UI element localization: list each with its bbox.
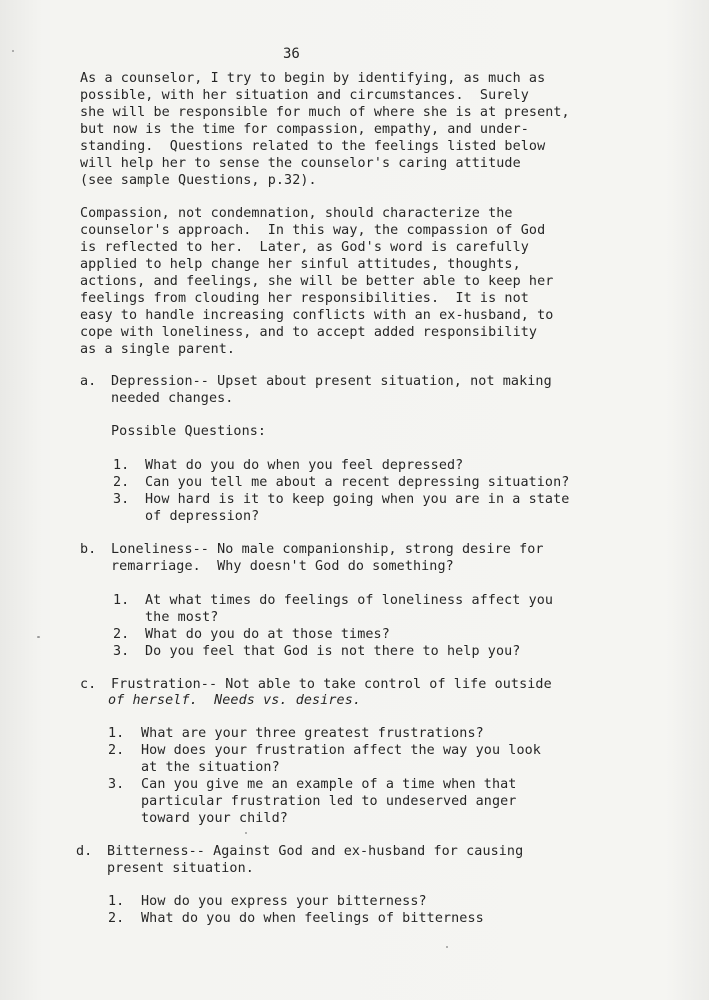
question-text: Can you give me an example of a time when that bbox=[141, 777, 517, 792]
paragraph-line: cope with loneliness, and to accept added responsibility bbox=[80, 325, 538, 340]
section-letter: a. bbox=[80, 374, 97, 389]
paragraph-line: counselor's approach. In this way, the compassion of God bbox=[80, 223, 546, 238]
question-text: What do you do when you feel depressed? bbox=[145, 458, 464, 473]
question-text: What do you do when feelings of bitterness bbox=[141, 911, 484, 926]
question-number: 2. bbox=[113, 627, 130, 642]
question-text: of depression? bbox=[145, 509, 260, 524]
question-text: particular frustration led to undeserved anger bbox=[141, 794, 517, 809]
section-heading: remarriage. Why doesn't God do something? bbox=[111, 559, 454, 574]
paragraph-line: feelings from clouding her responsibilities. It is not bbox=[80, 291, 529, 306]
question-text: How do you express your bitterness? bbox=[141, 894, 427, 909]
paragraph-line: she will be responsible for much of where she is at present, bbox=[80, 105, 570, 120]
question-text: What are your three greatest frustrations? bbox=[141, 726, 484, 741]
question-number: 2. bbox=[108, 743, 125, 758]
question-text: How does your frustration affect the way you look bbox=[141, 743, 541, 758]
question-text: How hard is it to keep going when you are in a state bbox=[145, 492, 570, 507]
paragraph-line: standing. Questions related to the feelings listed below bbox=[80, 139, 546, 154]
question-text: toward your child? bbox=[141, 811, 288, 826]
question-text: What do you do at those times? bbox=[145, 627, 390, 642]
question-text: the most? bbox=[145, 610, 219, 625]
question-text: At what times do feelings of loneliness affect you bbox=[145, 593, 554, 608]
paragraph-line: (see sample Questions, p.32). bbox=[80, 173, 317, 188]
scan-speck bbox=[12, 50, 14, 52]
question-text: Can you tell me about a recent depressing situation? bbox=[145, 475, 570, 490]
question-number: 1. bbox=[113, 593, 130, 608]
scan-speck bbox=[37, 636, 40, 638]
question-text: at the situation? bbox=[141, 760, 280, 775]
section-heading: Loneliness-- No male companionship, strong desire for bbox=[111, 542, 544, 557]
paragraph-line: Compassion, not condemnation, should characterize the bbox=[80, 206, 513, 221]
paragraph-line: will help her to sense the counselor's caring attitude bbox=[80, 156, 521, 171]
section-letter: b. bbox=[80, 542, 97, 557]
section-heading-italic: of herself. Needs vs. desires. bbox=[108, 693, 362, 708]
paragraph-line: but now is the time for compassion, empathy, and under- bbox=[80, 122, 529, 137]
question-number: 2. bbox=[108, 911, 125, 926]
section-subheading: Possible Questions: bbox=[111, 424, 267, 439]
section-letter: d. bbox=[76, 844, 93, 859]
section-heading: Frustration-- Not able to take control of life outside bbox=[111, 677, 552, 692]
question-number: 3. bbox=[108, 777, 125, 792]
section-heading: Depression-- Upset about present situation, not making bbox=[111, 374, 552, 389]
paragraph-line: easy to handle increasing conflicts with an ex-husband, to bbox=[80, 308, 554, 323]
question-number: 1. bbox=[113, 458, 130, 473]
paragraph-line: actions, and feelings, she will be better able to keep her bbox=[80, 274, 554, 289]
section-heading: needed changes. bbox=[111, 391, 234, 406]
section-heading: present situation. bbox=[107, 861, 254, 876]
paragraph-line: as a single parent. bbox=[80, 342, 236, 357]
question-number: 3. bbox=[113, 644, 130, 659]
paragraph-line: possible, with her situation and circumstances. Surely bbox=[80, 88, 529, 103]
section-letter: c. bbox=[80, 677, 97, 692]
paragraph-line: applied to help change her sinful attitudes, thoughts, bbox=[80, 257, 521, 272]
paragraph-line: As a counselor, I try to begin by identifying, as much as bbox=[80, 71, 546, 86]
scan-speck bbox=[446, 946, 448, 948]
question-number: 2. bbox=[113, 475, 130, 490]
scan-speck bbox=[245, 832, 247, 834]
page-number: 36 bbox=[283, 46, 300, 62]
question-number: 1. bbox=[108, 726, 125, 741]
question-number: 3. bbox=[113, 492, 130, 507]
question-number: 1. bbox=[108, 894, 125, 909]
question-text: Do you feel that God is not there to help you? bbox=[145, 644, 521, 659]
section-heading: Bitterness-- Against God and ex-husband for causing bbox=[107, 844, 524, 859]
paragraph-line: is reflected to her. Later, as God's word is carefully bbox=[80, 240, 529, 255]
